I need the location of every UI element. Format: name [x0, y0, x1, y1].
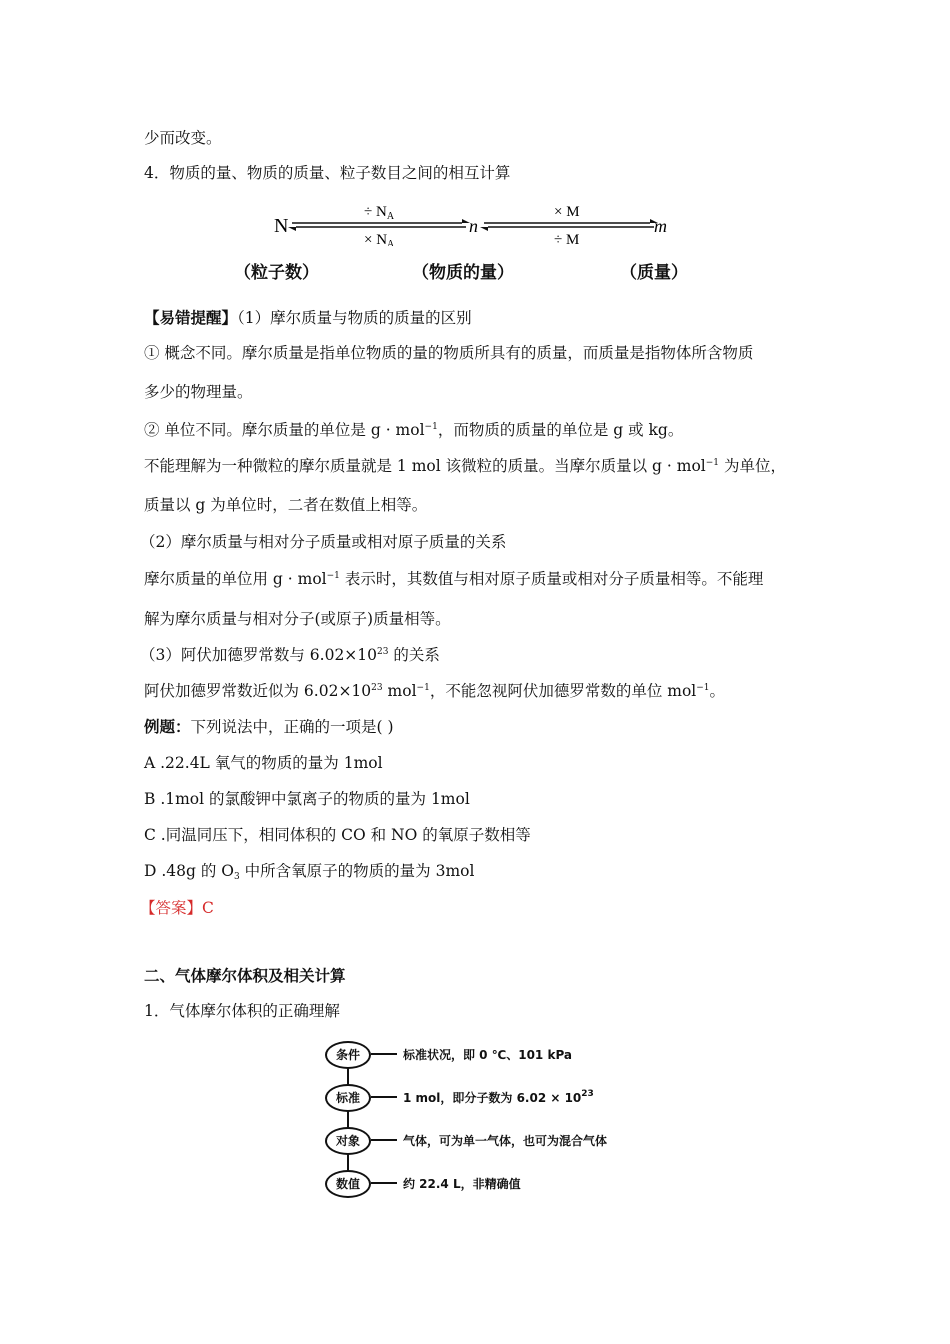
paragraph	[140, 532, 506, 552]
symbol-n: n	[469, 216, 478, 236]
superscript: −1	[424, 422, 438, 432]
text: 约 22.4 L，非精确值	[403, 1177, 521, 1191]
text: 阿伏加德罗常数近似为 6.02×10	[144, 682, 372, 700]
text: 下列说法中，正确的一项是( )	[190, 718, 394, 736]
text: A .22.4L 氧气的物质的量为 1mol	[144, 754, 383, 772]
arrow1-bottom-label: × $N_A$	[364, 232, 395, 246]
text: ，而物质的质量的单位是 g 或 kg。	[437, 421, 684, 439]
object-text	[403, 1132, 607, 1149]
paragraph	[144, 420, 683, 440]
paragraph	[144, 308, 472, 328]
text: 为单位，	[719, 457, 786, 475]
node-value: 数值	[325, 1170, 371, 1198]
superscript: 23	[377, 647, 389, 657]
superscript: 23	[371, 683, 383, 693]
text: 解为摩尔质量与相对分子(或原子)质量相等。	[144, 610, 451, 628]
subheading	[144, 1001, 340, 1021]
label-particle-count: （粒子数）	[234, 263, 319, 283]
subscript: 3	[234, 872, 240, 882]
answer	[140, 898, 214, 918]
text: 1．气体摩尔体积的正确理解	[144, 1002, 340, 1020]
superscript: −1	[705, 458, 720, 468]
option-d	[144, 861, 474, 881]
text: 质量以 g 为单位时，二者在数值上相等。	[144, 496, 428, 514]
text: （1）摩尔质量与物质的质量的区别	[237, 309, 472, 327]
node-standard: 标准	[325, 1084, 371, 1112]
text: ① 概念不同。摩尔质量是指单位物质的量的物质所具有的质量，而质量是指物体所含物质	[144, 344, 754, 362]
text: 气体，可为单一气体，也可为混合气体	[403, 1134, 608, 1148]
text: 的关系	[388, 646, 440, 664]
paragraph	[144, 569, 763, 589]
text: ② 单位不同。摩尔质量的单位是 g · mol	[144, 421, 425, 439]
example-question	[144, 717, 394, 737]
text: 1 mol，即分子数为 6.02 × 10	[403, 1091, 582, 1105]
symbol-m: m	[654, 216, 667, 236]
text: B .1mol 的氯酸钾中氯离子的物质的量为 1mol	[144, 790, 470, 808]
conversion-arrows	[262, 196, 702, 246]
text: 二、气体摩尔体积及相关计算	[144, 966, 346, 985]
tip-label: 【易错提醒】	[144, 308, 238, 327]
text: D .48g 的 O	[144, 862, 234, 880]
text: mol	[382, 682, 417, 700]
text: 少而改变。	[144, 129, 222, 147]
heading-4	[144, 163, 510, 183]
superscript: −1	[326, 571, 340, 581]
text: （3）阿伏加德罗常数与 6.02×10	[140, 646, 378, 664]
paragraph	[144, 681, 725, 701]
paragraph	[144, 456, 786, 476]
text: 。	[709, 682, 726, 700]
text: 表示时，其数值与相对原子质量或相对分子质量相等。不能理	[339, 570, 764, 588]
paragraph	[144, 495, 427, 515]
symbol-N: N	[274, 215, 289, 237]
option-c	[144, 825, 531, 845]
label-mass: （质量）	[620, 263, 688, 283]
text: 标准状况，即 0 ℃、101 kPa	[403, 1048, 573, 1062]
text: 4．物质的量、物质的质量、粒子数目之间的相互计算	[144, 164, 511, 182]
answer-text: 【答案】C	[140, 899, 214, 917]
paragraph	[144, 128, 222, 148]
node-condition: 条件	[325, 1041, 371, 1069]
arrowhead-2	[288, 227, 296, 231]
section-heading	[144, 966, 346, 986]
text: C .同温同压下，相同体积的 CO 和 NO 的氧原子数相等	[144, 826, 531, 844]
text: 多少的物理量。	[144, 383, 253, 401]
paragraph	[140, 645, 440, 665]
node-object: 对象	[325, 1127, 371, 1155]
label-amount: （物质的量）	[412, 263, 514, 283]
text: 不能理解为一种微粒的摩尔质量就是 1 mol 该微粒的质量。当摩尔质量以 g · mol	[144, 457, 706, 475]
text: ，不能忽视阿伏加德罗常数的单位 mol	[429, 682, 697, 700]
arrow1-top-label: ÷ $N_A$	[364, 204, 395, 222]
arrowhead-4	[480, 227, 488, 231]
value-text	[403, 1175, 521, 1192]
text: 中所含氧原子的物质的量为 3mol	[239, 862, 475, 880]
option-a	[144, 753, 383, 773]
condition-text	[403, 1046, 572, 1063]
superscript: −1	[696, 683, 710, 693]
superscript: 23	[581, 1089, 594, 1099]
arrow2-top-label: × M	[554, 204, 580, 220]
paragraph	[144, 609, 451, 629]
arrow2-bottom-label: ÷ M	[554, 232, 580, 246]
standard-text	[403, 1089, 594, 1106]
molar-volume-diagram	[315, 1036, 635, 1201]
conversion-diagram	[234, 196, 702, 288]
paragraph	[144, 343, 753, 363]
option-b	[144, 789, 470, 809]
text: 摩尔质量的单位用 g · mol	[144, 570, 327, 588]
paragraph	[144, 382, 253, 402]
text: （2）摩尔质量与相对分子质量或相对原子质量的关系	[140, 533, 507, 551]
example-label: 例题：	[144, 717, 191, 736]
superscript: −1	[416, 683, 430, 693]
